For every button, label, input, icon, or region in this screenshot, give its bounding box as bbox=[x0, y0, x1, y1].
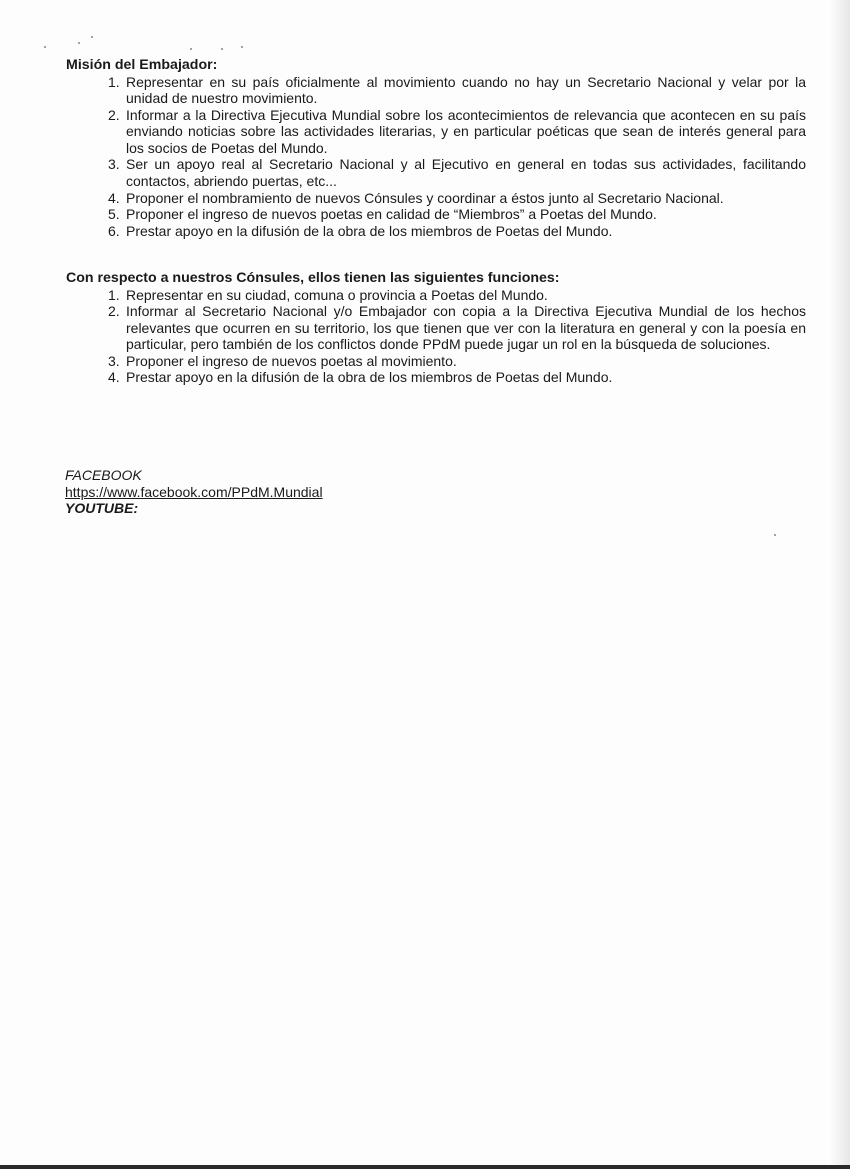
list-text: Proponer el ingreso de nuevos poetas en calidad de “Miembros” a Poetas del Mundo. bbox=[126, 206, 657, 223]
facebook-label: FACEBOOK bbox=[65, 467, 142, 483]
consuls-functions-section bbox=[66, 270, 806, 386]
list-number: 4. bbox=[108, 189, 120, 206]
list-item bbox=[66, 287, 806, 304]
list-item bbox=[66, 107, 806, 157]
list-number: 1. bbox=[108, 286, 120, 303]
list-number: 1. bbox=[108, 73, 120, 90]
scan-speck bbox=[221, 48, 223, 50]
list-text: Informar a la Directiva Ejecutiva Mundial sobre los acontecimientos de relevancia que acontecen en su país enviando noticias sobre las actividades literarias, y en particular poéticas que sean de interés general para los socios de Poetas del Mundo. bbox=[126, 106, 806, 156]
ambassador-mission-section bbox=[66, 57, 806, 239]
list-item bbox=[66, 190, 806, 207]
list-text: Proponer el nombramiento de nuevos Cónsules y coordinar a éstos junto al Secretario Nacional. bbox=[126, 189, 724, 206]
youtube-label: YOUTUBE: bbox=[65, 500, 139, 517]
page-edge-shadow bbox=[828, 0, 850, 1169]
list-number: 3. bbox=[108, 352, 120, 369]
list-number: 2. bbox=[108, 106, 120, 123]
list-item bbox=[66, 369, 806, 386]
facebook-link[interactable]: https://www.facebook.com/PPdM.Mundial bbox=[65, 483, 323, 500]
list-text: Prestar apoyo en la difusión de la obra de los miembros de Poetas del Mundo. bbox=[126, 222, 613, 239]
list-text: Ser un apoyo real al Secretario Nacional y al Ejecutivo en general en todas sus actividades, facilitando contactos, abriendo puertas, etc... bbox=[126, 156, 806, 190]
list-number: 2. bbox=[108, 303, 120, 320]
list-item bbox=[66, 206, 806, 223]
list-item bbox=[66, 156, 806, 189]
section-heading: Con respecto a nuestros Cónsules, ellos tienen las siguientes funciones: bbox=[66, 270, 560, 286]
social-links bbox=[65, 467, 565, 517]
list-number: 4. bbox=[108, 369, 120, 386]
list-item bbox=[66, 353, 806, 370]
scan-speck bbox=[774, 534, 776, 536]
list-text: Prestar apoyo en la difusión de la obra de los miembros de Poetas del Mundo. bbox=[126, 369, 613, 386]
list-number: 5. bbox=[108, 206, 120, 223]
scan-speck bbox=[91, 36, 93, 38]
scan-speck bbox=[241, 46, 243, 48]
list-text: Proponer el ingreso de nuevos poetas al movimiento. bbox=[126, 352, 457, 369]
scan-speck bbox=[44, 46, 46, 48]
section-heading: Misión del Embajador: bbox=[66, 57, 218, 73]
list-text: Representar en su ciudad, comuna o provincia a Poetas del Mundo. bbox=[126, 286, 548, 303]
list-text: Informar al Secretario Nacional y/o Embajador con copia a la Directiva Ejecutiva Mundial de los hechos relevantes que ocurren en su territorio, los que tienen que ver con la literatura en general y con la poesía en particular, pero también de los conflictos donde PPdM puede jugar un rol en la búsqueda de soluciones. bbox=[126, 303, 806, 353]
page-bottom-edge bbox=[0, 1165, 850, 1169]
list-item bbox=[66, 74, 806, 107]
scan-speck bbox=[190, 48, 192, 50]
list-item bbox=[66, 223, 806, 240]
list-item bbox=[66, 303, 806, 353]
list-text: Representar en su país oficialmente al movimiento cuando no hay un Secretario Nacional y velar por la unidad de nuestro movimiento. bbox=[126, 73, 806, 107]
consuls-list bbox=[66, 287, 806, 387]
list-number: 3. bbox=[108, 156, 120, 173]
scan-speck bbox=[78, 42, 80, 44]
mission-list bbox=[66, 74, 806, 240]
list-number: 6. bbox=[108, 222, 120, 239]
